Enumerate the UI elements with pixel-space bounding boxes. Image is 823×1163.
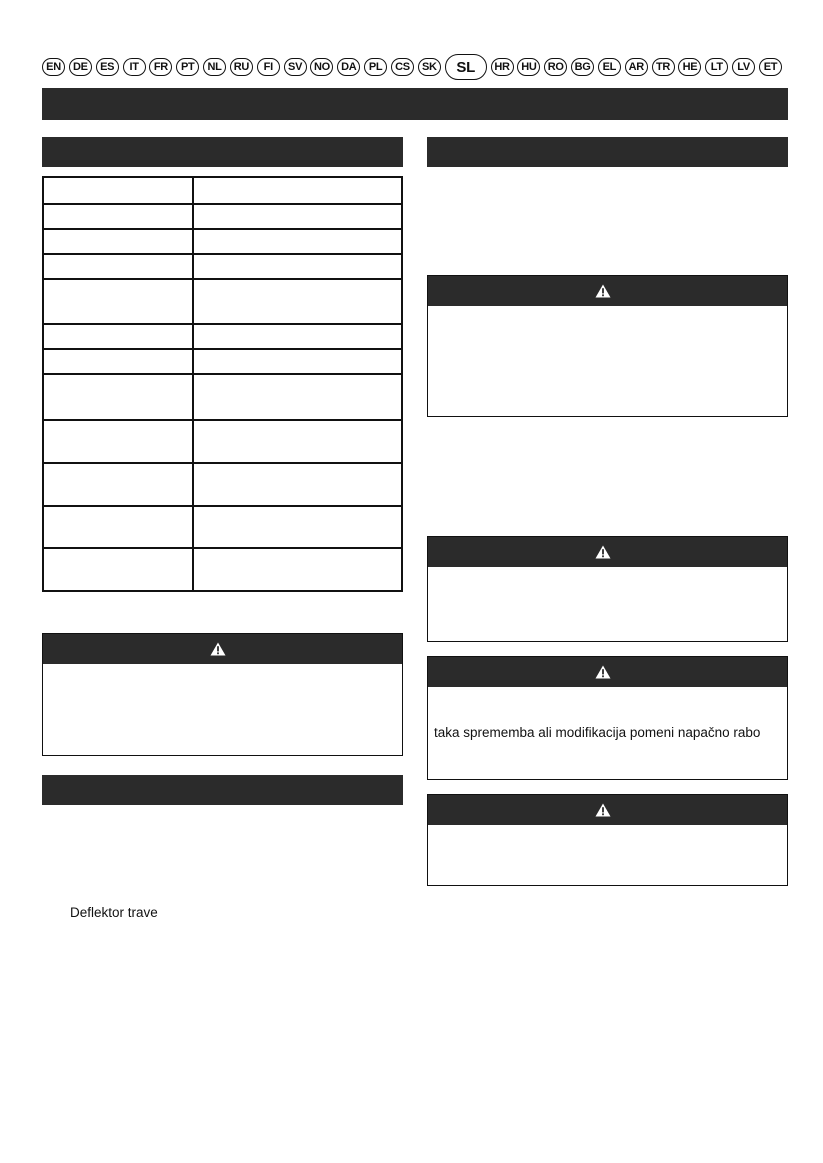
warning-box-header xyxy=(428,276,787,306)
warning-box-header xyxy=(43,634,402,664)
language-badge-no: NO xyxy=(310,58,333,76)
language-badge-nl: NL xyxy=(203,58,226,76)
warning-box-left xyxy=(42,633,403,756)
page-title-bar xyxy=(42,88,788,120)
specifications-header xyxy=(42,137,403,167)
language-badge-tr: TR xyxy=(652,58,675,76)
specifications-table xyxy=(42,176,403,592)
table-row xyxy=(43,254,402,279)
warning-triangle-icon xyxy=(210,642,226,656)
language-selector xyxy=(42,55,782,79)
language-badge-bg: BG xyxy=(571,58,594,76)
language-badge-sv: SV xyxy=(284,58,307,76)
warning-box-right-3 xyxy=(427,656,788,780)
warning-triangle-icon xyxy=(595,545,611,559)
language-badge-pl: PL xyxy=(364,58,387,76)
language-badge-es: ES xyxy=(96,58,119,76)
table-row xyxy=(43,548,402,591)
language-badge-lv: LV xyxy=(732,58,755,76)
table-row xyxy=(43,463,402,506)
language-badge-ro: RO xyxy=(544,58,567,76)
warning-box-header xyxy=(428,537,787,567)
table-row xyxy=(43,204,402,229)
table-row xyxy=(43,229,402,254)
language-badge-sk: SK xyxy=(418,58,441,76)
language-badge-da: DA xyxy=(337,58,360,76)
warning-box-right-4 xyxy=(427,794,788,886)
language-badge-en: EN xyxy=(42,58,65,76)
parts-list-header xyxy=(42,775,403,805)
warning-triangle-icon xyxy=(595,665,611,679)
warning-box-header xyxy=(428,795,787,825)
warning-triangle-icon xyxy=(595,803,611,817)
language-badge-de: DE xyxy=(69,58,92,76)
language-badge-ru: RU xyxy=(230,58,253,76)
language-badge-cs: CS xyxy=(391,58,414,76)
language-badge-hu: HU xyxy=(517,58,540,76)
language-badge-el: EL xyxy=(598,58,621,76)
intended-use-header xyxy=(427,137,788,167)
language-badge-hr: HR xyxy=(491,58,514,76)
language-badge-lt: LT xyxy=(705,58,728,76)
table-row xyxy=(43,279,402,324)
language-badge-et: ET xyxy=(759,58,782,76)
table-row xyxy=(43,374,402,420)
table-row xyxy=(43,420,402,463)
language-badge-fr: FR xyxy=(149,58,172,76)
warning-box-right-1 xyxy=(427,275,788,417)
language-badge-ar: AR xyxy=(625,58,648,76)
language-badge-he: HE xyxy=(678,58,701,76)
table-row xyxy=(43,349,402,374)
warning-text: taka sprememba ali modifikacija pomeni napačno rabo xyxy=(434,725,761,740)
table-row xyxy=(43,177,402,204)
language-badge-it: IT xyxy=(123,58,146,76)
warning-box-right-2 xyxy=(427,536,788,642)
language-badge-fi: FI xyxy=(257,58,280,76)
language-badge-pt: PT xyxy=(176,58,199,76)
warning-box-header xyxy=(428,657,787,687)
table-row xyxy=(43,506,402,548)
language-badge-sl: SL xyxy=(445,54,487,80)
warning-triangle-icon xyxy=(595,284,611,298)
table-row xyxy=(43,324,402,349)
parts-list-item: Deflektor trave xyxy=(70,905,158,920)
